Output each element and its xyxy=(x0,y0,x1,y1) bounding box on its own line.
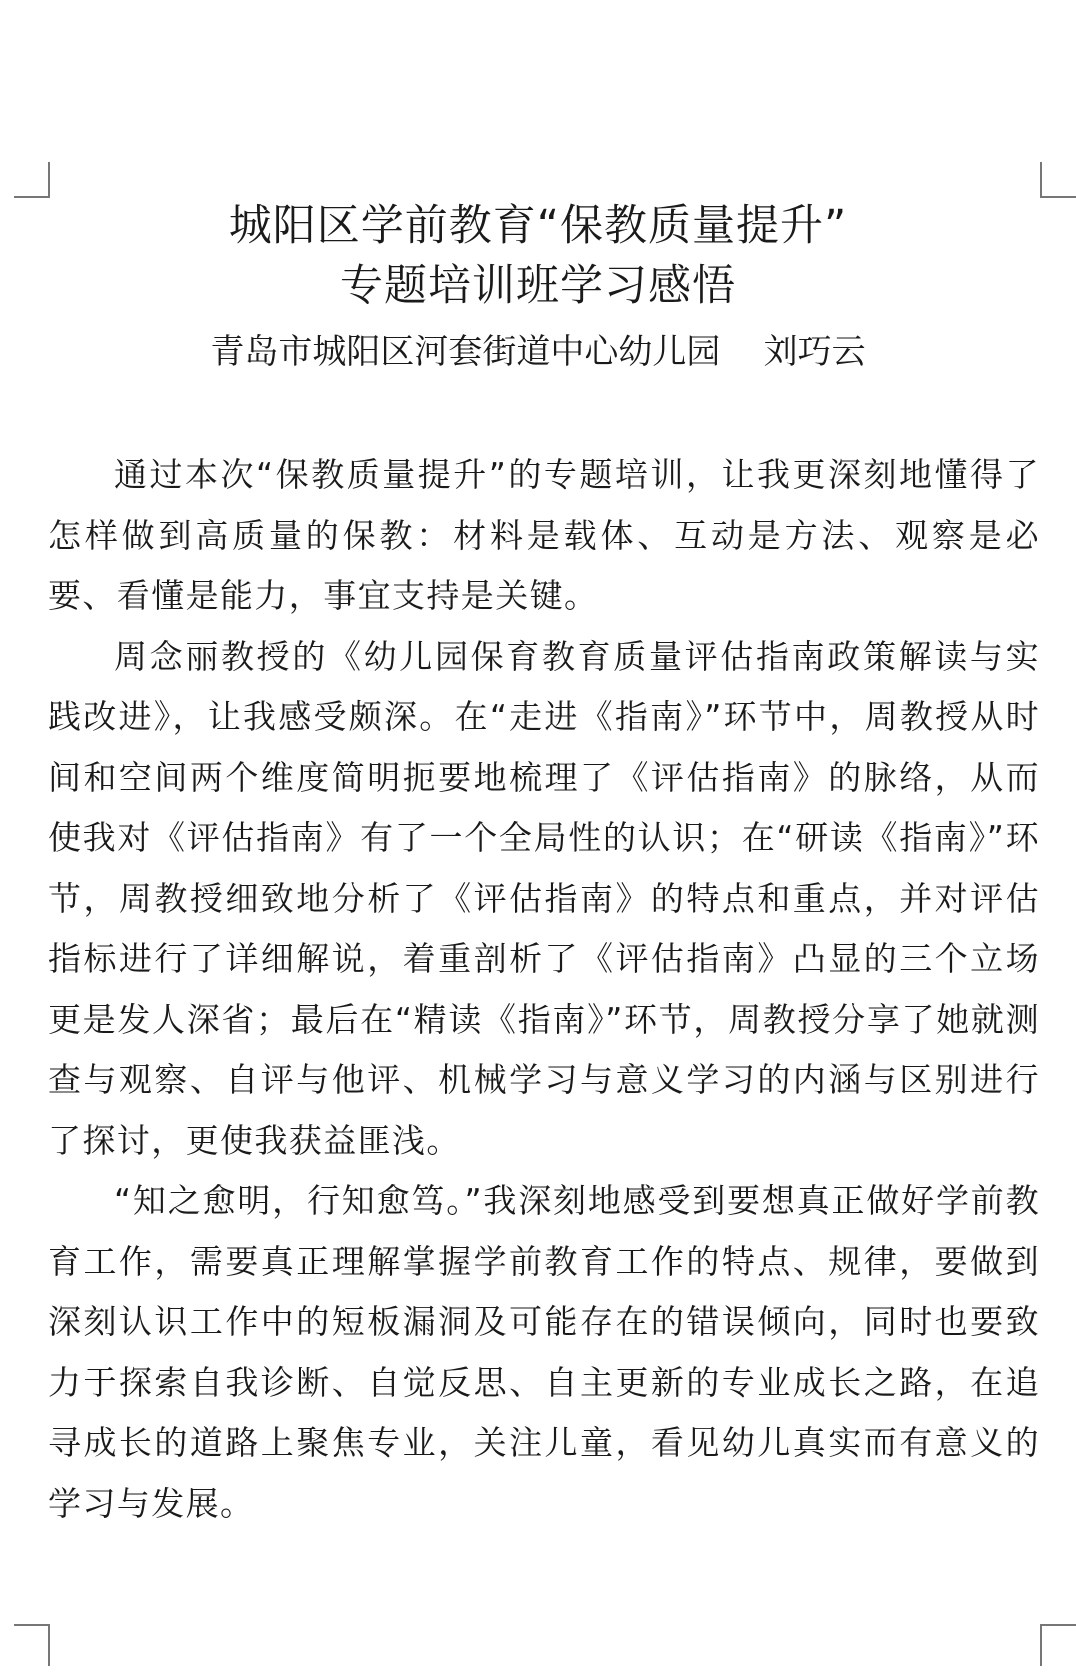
page-corner-mark-bottom-left xyxy=(14,1624,50,1666)
body-paragraph-1: 通过本次“保教质量提升”的专题培训，让我更深刻地懂得了怎样做到高质量的保教：材料是载体、互动是方法、观察是必要、看懂是能力，事宜支持是关键。 xyxy=(48,455,1040,615)
body-paragraph-3: “知之愈明，行知愈笃。”我深刻地感受到要想真正做好学前教育工作，需要真正理解掌握学前教育工作的特点、规律，要做到深刻认识工作中的短板漏洞及可能存在的错误倾向，同时也要致力于探索自我诊断、自觉反思、自主更新的专业成长之路，在追寻成长的道路上聚焦专业，关注儿童，看见幼儿真实而有意义的学习与发展。 xyxy=(48,1181,1040,1523)
document-title-line-1: 城阳区学前教育“保教质量提升” xyxy=(228,201,848,251)
page-corner-mark-top-right xyxy=(1040,162,1076,198)
document-body xyxy=(48,445,1040,1534)
page-corner-mark-top-left xyxy=(14,162,50,198)
document-title-line-2: 专题培训班学习感悟 xyxy=(340,261,736,311)
author-line: 青岛市城阳区河套街道中心幼儿园 刘巧云 xyxy=(210,332,866,372)
page-corner-mark-bottom-right xyxy=(1040,1624,1076,1666)
body-paragraph-2: 周念丽教授的《幼儿园保育教育质量评估指南政策解读与实践改进》，让我感受颇深。在“走进《指南》”环节中，周教授从时间和空间两个维度简明扼要地梳理了《评估指南》的脉络，从而使我对《评估指南》有了一个全局性的认识；在“研读《指南》”环节，周教授细致地分析了《评估指南》的特点和重点，并对评估指标进行了详细解说，着重剖析了《评估指南》凸显的三个立场更是发人深省；最后在“精读《指南》”环节，周教授分享了她就测查与观察、自评与他评、机械学习与意义学习的内涵与区别进行了探讨，更使我获益匪浅。 xyxy=(48,636,1040,1160)
